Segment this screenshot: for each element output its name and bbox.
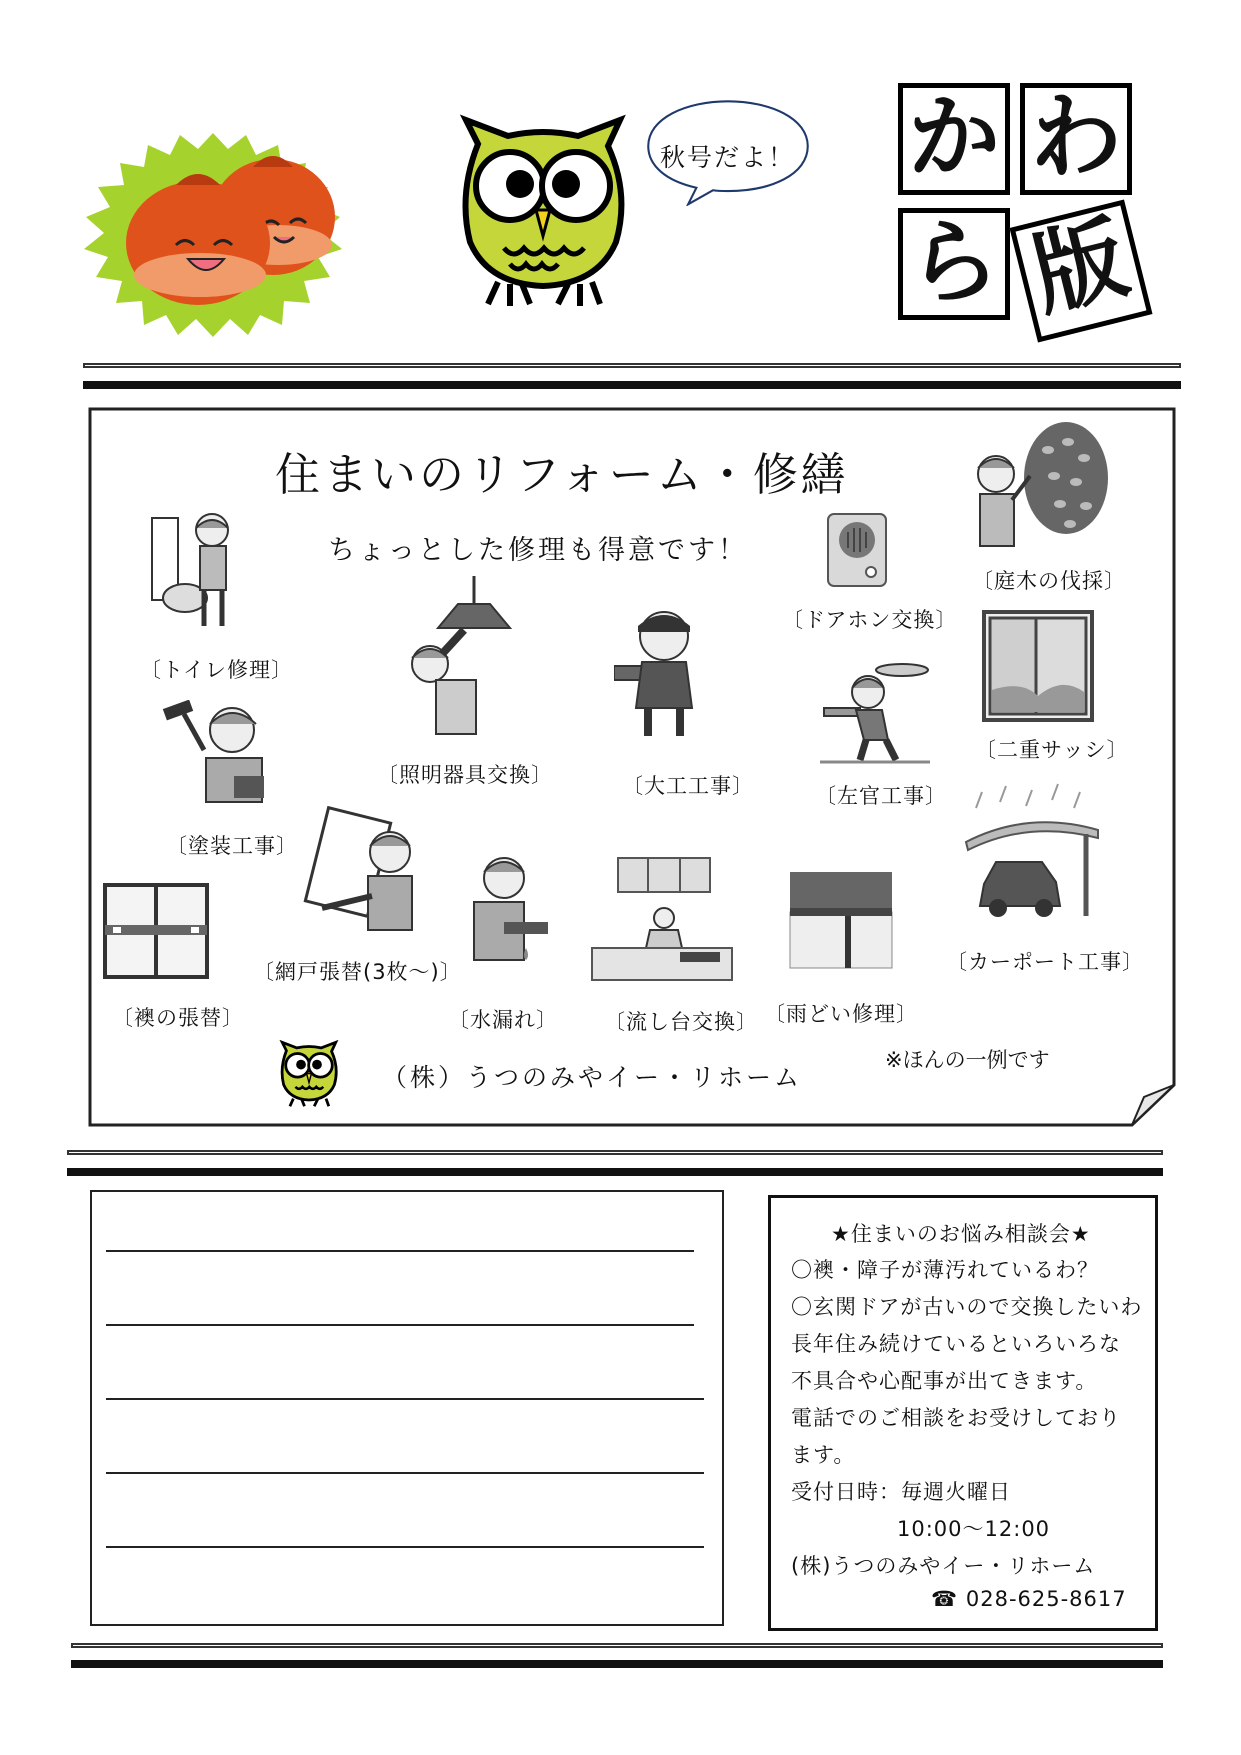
owl-logo-small	[276, 1040, 342, 1110]
example-note: ※ほんの一例です	[885, 1048, 1050, 1072]
phone-row	[931, 1587, 1127, 1611]
info-line: ます。	[791, 1443, 856, 1467]
company-name: （株）うつのみやイー・リホーム	[382, 1063, 803, 1092]
service-caption-fusuma: 〔襖の張替〕	[112, 1006, 244, 1030]
screen-door-illustration	[302, 806, 422, 934]
chestnut-illustration	[78, 125, 348, 340]
service-caption-carport: 〔カーポート工事〕	[946, 950, 1144, 974]
service-caption-sash: 〔二重サッシ〕	[975, 738, 1129, 762]
panel-title: 住まいのリフォーム・修繕	[275, 448, 849, 501]
title-char-wa: わ	[1020, 83, 1132, 195]
memo-line	[106, 1398, 704, 1400]
double-sash-illustration	[982, 610, 1094, 722]
service-caption-screen: 〔網戸張替(3枚～)〕	[253, 960, 462, 984]
speech-bubble-text: 秋号だよ！	[660, 143, 796, 172]
fusuma-illustration	[103, 883, 209, 979]
kitchen-sink-illustration	[588, 856, 736, 982]
service-caption-doorphone: 〔ドアホン交換〕	[782, 608, 958, 632]
info-line: 不具合や心配事が出てきます。	[791, 1369, 1098, 1393]
carpenter-illustration	[614, 604, 714, 740]
info-reception-hours: 10:00～12:00	[897, 1517, 1051, 1541]
phone-icon: ☎	[931, 1587, 959, 1611]
info-company: (株)うつのみやイー・リホーム	[791, 1554, 1096, 1578]
title-char-ka: か	[898, 83, 1010, 195]
info-reception-days: 受付日時：毎週火曜日	[791, 1480, 1011, 1504]
service-caption-painting: 〔塗装工事〕	[166, 834, 298, 858]
water-leak-illustration	[464, 852, 550, 970]
service-caption-leak: 〔水漏れ〕	[448, 1008, 558, 1032]
service-caption-carpentry: 〔大工工事〕	[622, 774, 754, 798]
service-caption-tree: 〔庭木の伐採〕	[972, 569, 1126, 593]
plastering-illustration	[820, 656, 930, 764]
info-line: 電話でのご相談をお受けしており	[791, 1406, 1121, 1430]
owl-mascot	[448, 114, 638, 314]
title-char-ban: 版	[1009, 199, 1152, 342]
toilet-repair-illustration	[150, 508, 250, 632]
memo-line	[106, 1250, 694, 1252]
painting-illustration	[160, 700, 270, 804]
gutter-illustration	[788, 870, 894, 970]
service-caption-gutter: 〔雨どい修理〕	[764, 1002, 918, 1026]
middle-rule-thin	[67, 1150, 1163, 1155]
memo-line	[106, 1324, 694, 1326]
light-fixture-illustration	[398, 576, 518, 736]
service-caption-plastering: 〔左官工事〕	[815, 784, 947, 808]
memo-line	[106, 1472, 704, 1474]
footer-rule-thin	[71, 1643, 1163, 1648]
info-line: 長年住み続けているといろいろな	[791, 1332, 1121, 1356]
title-char-ra: ら	[898, 208, 1010, 320]
carport-illustration	[962, 782, 1100, 920]
info-line: 〇玄関ドアが古いので交換したいわ	[791, 1295, 1143, 1319]
memo-box	[90, 1190, 724, 1626]
header-rule-thick	[83, 381, 1181, 389]
middle-rule-thick	[67, 1168, 1163, 1176]
consultation-info-box	[768, 1195, 1158, 1631]
tree-pruning-illustration	[968, 420, 1110, 550]
service-caption-sink: 〔流し台交換〕	[604, 1010, 758, 1034]
info-heading: ★住まいのお悩み相談会★	[831, 1222, 1091, 1246]
panel-subtitle: ちょっとした修理も得意です！	[328, 535, 748, 566]
footer-rule-thick	[71, 1660, 1163, 1668]
service-caption-toilet: 〔トイレ修理〕	[140, 658, 293, 682]
doorphone-illustration	[826, 512, 888, 588]
header-rule-thin	[83, 363, 1181, 368]
phone-number: 028-625-8617	[965, 1587, 1127, 1611]
memo-line	[106, 1546, 704, 1548]
service-caption-lighting: 〔照明器具交換〕	[377, 763, 553, 787]
info-line: 〇襖・障子が薄汚れているわ？	[791, 1258, 1099, 1282]
